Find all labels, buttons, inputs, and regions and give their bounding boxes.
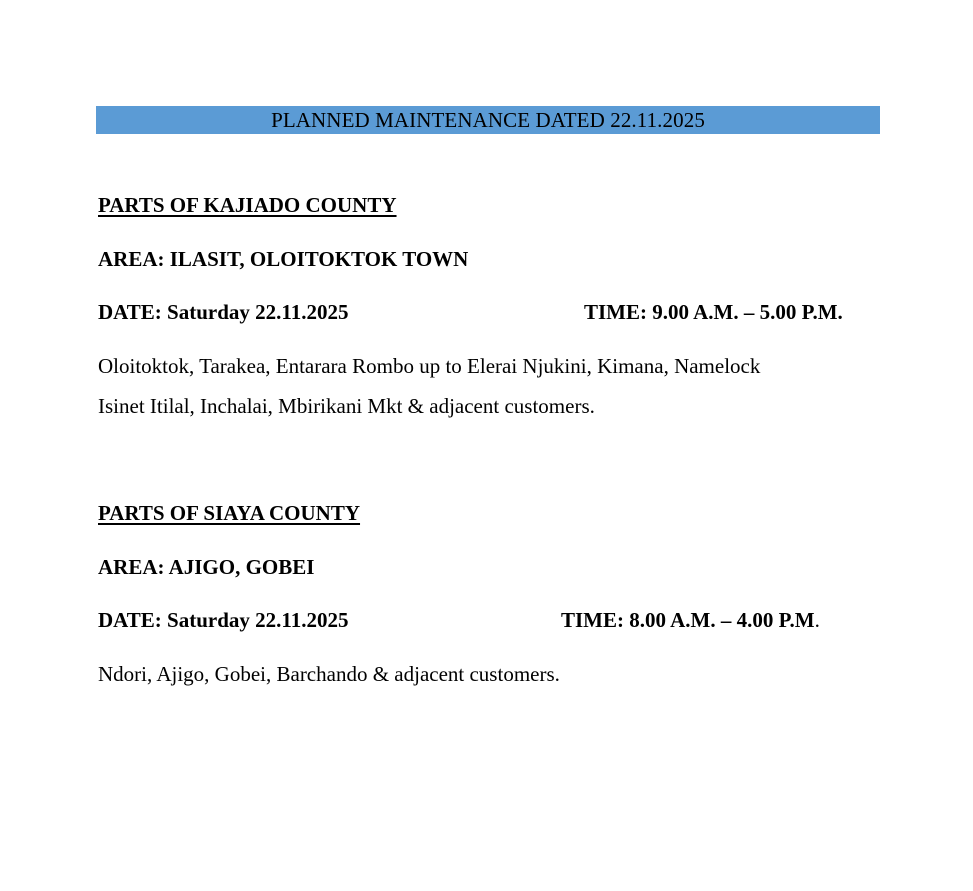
date-kajiado: DATE: Saturday 22.11.2025	[98, 300, 349, 324]
details-siaya-line-1: Ndori, Ajigo, Gobei, Barchando & adjacent customers.	[98, 662, 560, 686]
maintenance-banner	[96, 106, 880, 134]
banner-title: PLANNED MAINTENANCE DATED 22.11.2025	[271, 108, 705, 132]
time-siaya	[561, 607, 820, 633]
area-kajiado: AREA: ILASIT, OLOITOKTOK TOWN	[98, 247, 469, 271]
area-siaya: AREA: AJIGO, GOBEI	[98, 555, 315, 579]
details-kajiado-line-2: Isinet Itilal, Inchalai, Mbirikani Mkt & adjacent customers.	[98, 394, 595, 418]
section-heading-siaya: PARTS OF SIAYA COUNTY	[98, 501, 361, 525]
time-siaya-text: TIME: 8.00 A.M. – 4.00 P.M	[561, 608, 815, 632]
time-siaya-suffix: .	[814, 608, 820, 632]
details-kajiado-line-1: Oloitoktok, Tarakea, Entarara Rombo up to Elerai Njukini, Kimana, Namelock	[98, 354, 761, 378]
time-kajiado-text: TIME: 9.00 A.M. – 5.00 P.M.	[584, 300, 843, 324]
section-heading-kajiado: PARTS OF KAJIADO COUNTY	[98, 193, 397, 217]
time-kajiado	[584, 299, 843, 325]
date-siaya: DATE: Saturday 22.11.2025	[98, 608, 349, 632]
